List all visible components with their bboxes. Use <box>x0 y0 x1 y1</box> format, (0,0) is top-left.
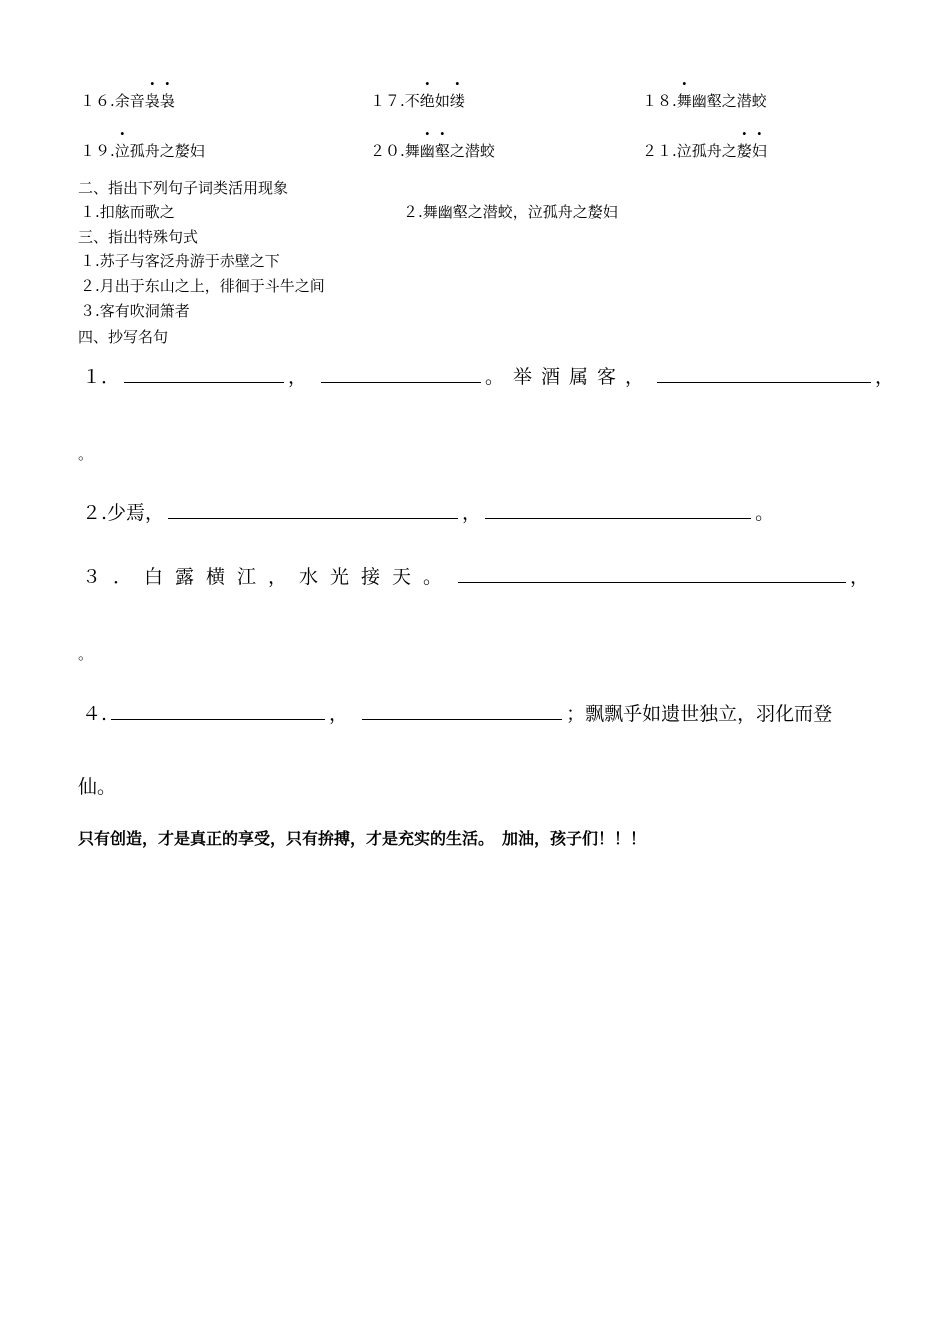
copy-line-4: ４. ， ；飘飘乎如遗世独立，羽化而登 <box>82 703 833 725</box>
fill-blank[interactable] <box>321 364 481 383</box>
emphasis-char: 袅 <box>144 92 160 110</box>
fill-blank[interactable] <box>124 364 284 383</box>
copy-line-2: ２.少焉， ， 。 <box>82 502 775 524</box>
emphasis-char: 缕 <box>449 92 465 110</box>
emphasis-char: 妇 <box>751 142 767 160</box>
fill-blank[interactable] <box>458 564 846 583</box>
vocab-item-17: １７.不绝如缕 <box>370 92 465 110</box>
emphasis-char: 壑 <box>434 142 450 160</box>
motto: 只有创造，才是真正的享受，只有拚搏，才是充实的生活。 加油，孩子们！！！ <box>78 829 647 848</box>
section3-item-1: １.苏子与客泛舟游于赤壁之下 <box>80 252 280 270</box>
vocab-item-16: １６.余音袅袅 <box>80 92 175 110</box>
section3-item-3: ３.客有吹洞箫者 <box>80 302 190 320</box>
vocab-item-21: ２１.泣孤舟之嫠妇 <box>642 142 767 160</box>
copy-line-3: ３．白露横江，水光接天。 ， <box>82 566 870 588</box>
section2-item-1: １.扣舷而歌之 <box>80 203 175 221</box>
vocab-item-20: ２０.舞幽壑之潜蛟 <box>370 142 495 160</box>
section2-item-2: ２.舞幽壑之潜蛟，泣孤舟之嫠妇 <box>403 203 618 221</box>
emphasis-char: 泣 <box>114 142 130 160</box>
vocab-item-18: １８.舞幽壑之潜蛟 <box>642 92 767 110</box>
fill-blank[interactable] <box>485 500 751 519</box>
section4-heading: 四、抄写名句 <box>78 328 169 346</box>
fill-blank[interactable] <box>111 701 325 720</box>
fill-blank[interactable] <box>168 500 458 519</box>
copy-line-1: １． ， 。举酒属客， ， <box>82 366 895 388</box>
fill-blank[interactable] <box>362 701 562 720</box>
vocab-item-19: １９.泣孤舟之嫠妇 <box>80 142 205 160</box>
fill-blank[interactable] <box>657 364 871 383</box>
copy-line-1-cont: 。 <box>78 445 94 463</box>
section3-heading: 三、指出特殊句式 <box>78 228 199 246</box>
emphasis-char: 绝 <box>419 92 435 110</box>
emphasis-char: 袅 <box>159 92 175 110</box>
section2-heading: 二、指出下列句子词类活用现象 <box>78 179 289 197</box>
copy-line-3-cont: 。 <box>78 645 94 663</box>
emphasis-char: 舞 <box>676 92 692 110</box>
copy-line-4-cont: 仙。 <box>78 776 117 798</box>
emphasis-char: 幽 <box>419 142 435 160</box>
emphasis-char: 嫠 <box>736 142 752 160</box>
section3-item-2: ２.月出于东山之上，徘徊于斗牛之间 <box>80 277 325 295</box>
